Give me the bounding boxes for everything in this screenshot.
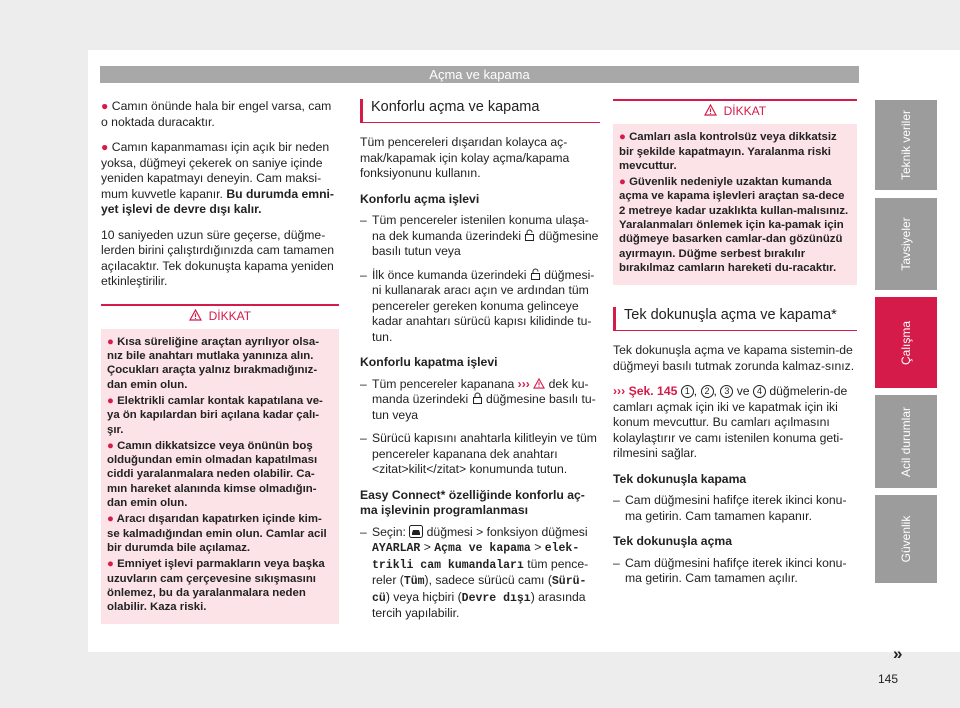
paragraph: Tüm pencereleri dışarıdan kolayca aç-mak/kapamak için kolay açma/kapama fonksiyonunu kullanın. — [360, 135, 570, 180]
page-header: Açma ve kapama — [100, 66, 859, 83]
warning-triangle-icon — [533, 377, 545, 391]
warning-item: ● Aracı dışarıdan kapatırken içinde kim-se kalmadığından emin olun. Camlar acil bir durumda bile açılamaz. — [107, 513, 327, 554]
list-item: – Tüm pencereler istenilen konuma ulaşa-na dek kumanda üzerindeki düğmesine basılı tutun veya — [360, 213, 600, 260]
paragraph: ››› Şek. 145 1 , 2 , 3 ve 4 düğmelerin-de camları açmak için iki ve kapatmak için iki konum mevcuttur. Bu camları açılmasını kolaylaştırır ve camı istenilen konuma geti-rilmesini sağlar. — [613, 384, 848, 461]
warning-item: ● Camın dikkatsizce veya önünün boş olduğundan emin olmadan kapatılması ciddi yaralanmalara neden olabilir. Ca-mın hareket alanında kimse olmadığın-dan emin olun. — [107, 439, 318, 510]
section-title: Tek dokunuşla açma ve kapama* — [613, 307, 857, 331]
callout-number: 1 — [681, 385, 694, 398]
subheading: Konforlu kapatma işlevi — [360, 355, 498, 369]
list-item: – İlk önce kumanda üzerindeki düğmesi-ni kullanarak aracı açın ve ardından tüm pencereler gereken konuma gelinceye kadar anahtarı sürücü kapısı kilidinde tu-tun. — [360, 268, 600, 346]
paragraph: Tek dokunuşla açma ve kapama sistemin-de düğmeyi basılı tutmak zorunda kalmaz-sınız. — [613, 343, 855, 373]
warning-item: ● Camları asla kontrolsüz veya dikkatsiz bir şekilde kapatmayın. Yaralanma riski mevcuttur. — [619, 131, 837, 172]
next-page-arrow[interactable]: » — [893, 644, 903, 663]
column-2 — [360, 99, 600, 630]
warning-triangle-icon — [704, 104, 720, 118]
lock-icon — [472, 392, 483, 406]
list-item: – Cam düğmesini hafifçe iterek ikinci konu-ma getirin. Cam tamamen kapanır. — [613, 493, 857, 524]
paragraph: 10 saniyeden uzun süre geçerse, düğme-lerden birini çalıştırdığınızda cam tamamen açılacaktır. Tek dokunuşta kapama yeniden etkinleştirilir. — [101, 227, 335, 288]
list-item: – Cam düğmesini hafifçe iterek ikinci konu-ma getirin. Cam tamamen açılır. — [613, 556, 857, 587]
list-item: – Sürücü kapısını anahtarla kilitleyin ve tüm pencereler kapanana dek anahtarı <zitat>kilit</zitat> konumunda tutun. — [360, 431, 600, 478]
list-item: – Tüm pencereler kapanana ››› dek ku-manda üzerindeki düğmesine basılı tu-tun veya — [360, 377, 600, 424]
warning-box — [101, 304, 339, 625]
tab-guvenlik[interactable]: Güvenlik — [875, 495, 937, 583]
warning-item: ● Kısa süreliğine araçtan ayrılıyor olsa-nız bile anahtarı mutlaka yanınıza alın. Çocukları araçta yalnız bırakmadığınız-dan emin olun. — [107, 335, 320, 391]
callout-number: 4 — [753, 385, 766, 398]
figure-link[interactable]: Şek. 145 — [628, 384, 678, 399]
warning-header: DİKKAT — [101, 306, 339, 329]
warning-box — [613, 99, 857, 285]
section-title: Konforlu açma ve kapama — [360, 99, 600, 123]
warning-item: ● Elektrikli camlar kontak kapatılana ve-ya ön kapılardan biri açılana kadar çalı-şır. — [107, 394, 323, 436]
subheading: Tek dokunuşla kapama — [613, 471, 747, 486]
car-button-icon — [409, 525, 423, 539]
subheading: Easy Connect* özelliğinde konforlu aç-ma işlevinin programlanması — [360, 487, 585, 517]
callout-number: 3 — [720, 385, 733, 398]
page — [88, 50, 960, 652]
subheading: Konforlu açma işlevi — [360, 191, 480, 206]
tab-calisma[interactable]: Çalışma — [875, 297, 937, 388]
tab-tavsiyeler[interactable]: Tavsiyeler — [875, 198, 937, 290]
unlock-icon — [530, 268, 541, 282]
tab-teknik-veriler[interactable]: Teknik veriler — [875, 100, 937, 190]
subheading: Tek dokunuşla açma — [613, 534, 732, 549]
column-1 — [101, 99, 339, 624]
callout-number: 2 — [701, 385, 714, 398]
tab-acil-durumlar[interactable]: Acil durumlar — [875, 395, 937, 488]
warning-triangle-icon — [189, 309, 205, 323]
warning-item: ● Güvenlik nedeniyle uzaktan kumanda açma ve kapama işlevleri araçtan sa-dece 2 metreye kadar uzaklıkta kullan-malısınız. Yaralanmaları önlemek için ka-pamak için düğmeye basarken camlar-dan gözünüzü ayırmayın. Düğme serbest bırakılır bırakılmaz camların hareketi du-racaktır. — [619, 176, 849, 274]
unlock-icon — [524, 229, 535, 243]
reference-arrows: ››› — [517, 376, 530, 391]
bullet-item: ● Camın önünde hala bir engel varsa, cam o noktada duracaktır. — [101, 99, 332, 129]
list-item: – Seçin: düğmesi > fonksiyon düğmesi AYARLAR > Açma ve kapama > elek-trikli cam kumandaları tüm pence-reler (Tüm), sadece sürücü camı (Sürü-cü) veya hiçbiri (Devre dışı) arasında tercih yapılabilir. — [360, 525, 600, 622]
warning-header: DİKKAT — [613, 101, 857, 124]
page-number: 145 — [878, 672, 899, 686]
warning-item: ● Emniyet işlevi parmakların veya başka uzuvların cam çerçevesine sıkışmasını önlemez, bu da yaralanmalara neden olabilir. Kaza riski. — [107, 558, 325, 614]
column-3 — [613, 99, 857, 595]
bullet-item: ● Camın kapanmaması için açık bir neden yoksa, düğmeyi çekerek on saniye içinde yeniden kapatmayı deneyin. Cam maksi-mum kuvvetle kapanır. Bu durumda emni-yet işlevi de devre dışı kalır. — [101, 140, 334, 216]
